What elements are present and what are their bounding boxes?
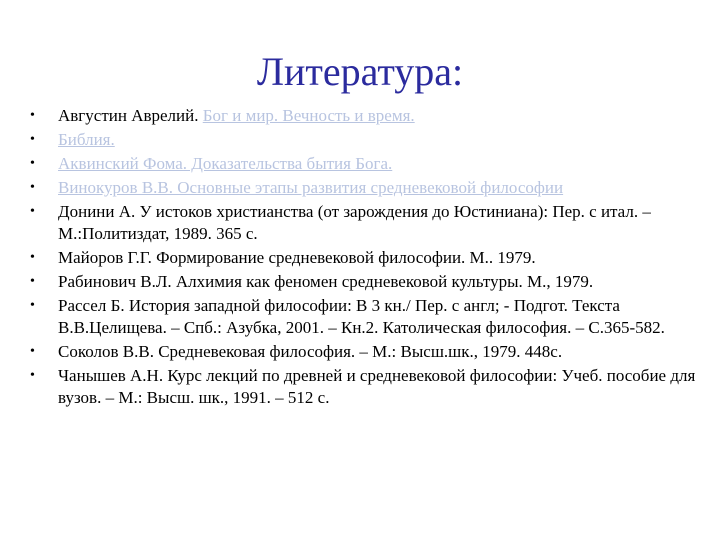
bullet-icon: • xyxy=(30,156,35,171)
reference-item xyxy=(28,341,708,363)
reference-text: Майоров Г.Г. Формирование средневековой философии. М.. 1979. xyxy=(58,248,536,267)
reference-item xyxy=(28,247,708,269)
bullet-icon: • xyxy=(30,250,35,265)
reference-link[interactable]: Бог и мир. Вечность и время. xyxy=(202,106,415,125)
bullet-icon: • xyxy=(30,368,35,383)
reference-item xyxy=(28,271,708,293)
reference-text: Августин Аврелий. xyxy=(58,106,203,125)
bullet-icon: • xyxy=(30,344,35,359)
bullet-icon: • xyxy=(30,274,35,289)
reference-item xyxy=(28,177,708,199)
bullet-icon: • xyxy=(30,204,35,219)
reference-item xyxy=(28,129,708,151)
reference-list xyxy=(28,105,708,411)
bullet-icon: • xyxy=(30,108,35,123)
reference-text: Соколов В.В. Средневековая философия. – М.: Высш.шк., 1979. 448с. xyxy=(58,342,563,361)
reference-link[interactable]: Аквинский Фома. Доказательства бытия Бога. xyxy=(58,154,393,173)
bullet-icon: • xyxy=(30,180,35,195)
slide-title: Литература: xyxy=(256,49,464,94)
bullet-icon: • xyxy=(30,132,35,147)
reference-text: Рабинович В.Л. Алхимия как феномен средневековой культуры. М., 1979. xyxy=(58,272,594,291)
reference-text: Рассел Б. История западной философии: В 3 кн./ Пер. с англ; - Подгот. Текста В.В.Целищева. – Спб.: Азубка, 2001. – Кн.2. Католическая философия. – С.365-582. xyxy=(58,296,665,337)
reference-item xyxy=(28,153,708,175)
reference-item xyxy=(28,201,708,245)
reference-link[interactable]: Библия. xyxy=(58,130,115,149)
reference-text: Чанышев А.Н. Курс лекций по древней и средневековой философии: Учеб. пособие для вузов. – М.: Высш. шк., 1991. – 512 с. xyxy=(58,366,696,407)
reference-text: Донини А. У истоков христианства (от зарождения до Юстиниана): Пер. с итал. – М.:Политиздат, 1989. 365 с. xyxy=(58,202,651,243)
reference-item xyxy=(28,105,708,127)
reference-item xyxy=(28,365,708,409)
reference-link[interactable]: Винокуров В.В. Основные этапы развития средневековой философии xyxy=(58,178,564,197)
reference-item xyxy=(28,295,708,339)
bullet-icon: • xyxy=(30,298,35,313)
